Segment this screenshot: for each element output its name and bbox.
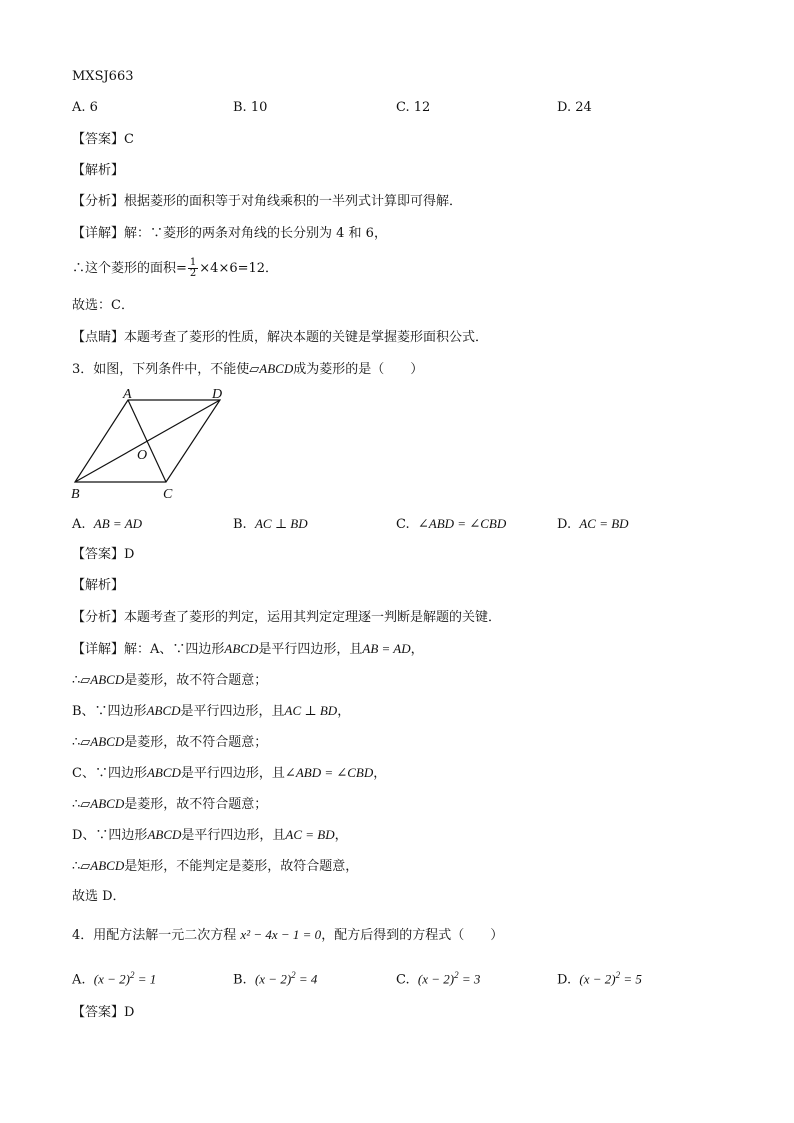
fenxi-tag: 【分析】 (72, 194, 125, 209)
fraction (188, 258, 198, 279)
detail-pre: D、∵四边形 (72, 828, 148, 843)
detail-mid: 是菱形，故不符合题意； (124, 735, 268, 750)
detail-mid: 是平行四边形，且 (180, 766, 285, 781)
q4-answer (72, 1004, 134, 1022)
q4-option-a (72, 966, 156, 989)
q4-stem-suffix: ，配方后得到的方程式（ ） (321, 928, 504, 943)
q3-stem-math: ▱ABCD (249, 361, 294, 376)
q3-detail-line (72, 764, 386, 783)
q3-choose: 故选 D． (72, 889, 126, 904)
answer-value: D (124, 1005, 135, 1020)
option-base: (x − 2) (254, 971, 292, 987)
detail-post: ， (337, 704, 351, 719)
q3-stem-suffix: 成为菱形的是（ ） (293, 362, 424, 377)
detail-math-2: AC ⊥ BD (284, 703, 338, 718)
detail-post: ， (410, 642, 424, 657)
q2-choose: 故选：C． (72, 298, 134, 313)
q2-option-b: B. 10 (233, 100, 268, 115)
detail-pre: ∴ (72, 797, 81, 812)
xiangjie-tag: 【详解】 (72, 226, 125, 241)
detail-mid: 是平行四边形，且 (180, 704, 285, 719)
detail-mid: 是平行四边形，且 (258, 642, 363, 657)
detail-mid: 是平行四边形，且 (181, 828, 286, 843)
option-exponent: 2 (615, 970, 621, 980)
detail-post: ， (373, 766, 387, 781)
option-letter: D. (557, 972, 572, 988)
option-base: (x − 2) (417, 971, 455, 987)
q3-stem (72, 360, 423, 379)
q3-stem-prefix: 3．如图，下列条件中，不能使 (72, 362, 250, 377)
q3-option-c (396, 515, 506, 534)
option-letter: B. (233, 517, 247, 532)
label-b: B (71, 487, 80, 502)
q2-analysis-tag: 【解析】 (72, 163, 125, 178)
detail-math: ABCD (147, 827, 182, 842)
q3-detail-line (72, 857, 358, 876)
detail-math: ▱ABCD (80, 796, 125, 811)
parallelogram-figure (70, 384, 230, 504)
option-rhs: = 4 (295, 971, 318, 987)
header-code: MXSJ663 (72, 69, 134, 84)
label-a: A (123, 387, 132, 402)
answer-tag: 【答案】 (72, 1005, 125, 1020)
q3-option-b (233, 515, 308, 534)
q3-detail-line (72, 733, 267, 752)
diagonal-bd (75, 400, 220, 482)
fenxi-text: 本题考查了菱形的判定，运用其判定定理逐一判断是解题的关键． (124, 610, 502, 625)
detail-math: ▱ABCD (80, 734, 125, 749)
detail-math: ABCD (224, 641, 259, 656)
q2-option-a: A. 6 (72, 100, 98, 115)
q2-answer (72, 131, 134, 149)
q2-option-c: C. 12 (396, 100, 431, 115)
detail-math: ▱ABCD (80, 858, 125, 873)
detail-math-2: AB = AD (362, 641, 411, 656)
option-exponent: 2 (454, 970, 459, 980)
answer-tag: 【答案】 (72, 132, 125, 147)
option-rhs: = 5 (620, 971, 642, 987)
q3-detail-line (72, 671, 267, 690)
detail-pre: ∴ (72, 673, 81, 688)
q4-option-c (396, 966, 480, 989)
fraction-numerator: 1 (189, 257, 197, 268)
dianjing-tag: 【点睛】 (72, 330, 125, 345)
q2-xiangjie (72, 225, 387, 243)
label-d: D (212, 387, 223, 402)
detail-pre: 解：A、∵四边形 (124, 642, 225, 657)
detail-math-2: AC = BD (285, 827, 335, 842)
q3-detail-line (72, 795, 267, 814)
q2-dianjing (72, 329, 488, 347)
option-base: (x − 2) (93, 971, 130, 987)
label-o: O (137, 448, 148, 463)
option-rhs: = 1 (134, 971, 157, 987)
q2-option-d: D. 24 (557, 100, 592, 115)
option-base: (x − 2) (579, 971, 616, 987)
option-letter: A. (72, 972, 86, 988)
q3-fenxi (72, 609, 501, 627)
option-rhs: = 3 (458, 971, 481, 987)
option-math: AB = AD (93, 516, 143, 531)
option-exponent: 2 (130, 970, 135, 980)
fenxi-text: 根据菱形的面积等于对角线乘积的一半列式计算即可得解． (124, 194, 463, 209)
q4-option-d (557, 966, 642, 989)
q3-detail-line (72, 826, 348, 845)
detail-mid: 是菱形，故不符合题意； (124, 673, 268, 688)
q4-stem (72, 926, 503, 945)
option-letter: A. (72, 517, 86, 532)
q3-detail-line (72, 702, 350, 721)
detail-math: ABCD (146, 765, 181, 780)
option-math: ∠ABD = ∠CBD (417, 516, 507, 531)
area-prefix: ∴这个菱形的面积= (72, 261, 187, 276)
dianjing-text: 本题考查了菱形的性质，解决本题的关键是掌握菱形面积公式． (124, 330, 489, 345)
area-suffix: ×4×6=12． (199, 261, 279, 276)
option-letter: C. (396, 972, 410, 988)
detail-math: ABCD (146, 703, 181, 718)
option-letter: B. (233, 972, 247, 988)
xiangjie-text: 解：∵菱形的两条对角线的长分别为 4 和 6， (124, 226, 387, 241)
q2-area-line (72, 258, 278, 280)
detail-mid: 是矩形，不能判定是菱形，故符合题意， (124, 859, 359, 874)
q3-option-d (557, 515, 629, 534)
q4-stem-prefix: 4．用配方法解一元二次方程 (72, 928, 237, 943)
detail-pre: C、∵四边形 (72, 766, 147, 781)
xiangjie-tag: 【详解】 (72, 642, 125, 657)
fraction-denominator: 2 (189, 268, 197, 279)
detail-math-2: ∠ABD = ∠CBD (284, 765, 374, 780)
option-letter: C. (396, 517, 410, 532)
q3-detail-line (72, 640, 424, 659)
q3-answer (72, 546, 134, 564)
option-math: AC ⊥ BD (254, 516, 308, 531)
option-math: AC = BD (579, 516, 629, 531)
q4-option-b (233, 966, 317, 989)
q2-fenxi (72, 193, 462, 211)
option-letter: D. (557, 517, 572, 532)
option-exponent: 2 (291, 970, 296, 980)
detail-math: ▱ABCD (80, 672, 125, 687)
detail-pre: ∴ (72, 859, 81, 874)
answer-value: C (124, 132, 134, 147)
answer-tag: 【答案】 (72, 547, 125, 562)
q4-stem-math: x² − 4x − 1 = 0 (240, 927, 322, 942)
answer-value: D (124, 547, 135, 562)
detail-post: ， (334, 828, 348, 843)
detail-pre: ∴ (72, 735, 81, 750)
q3-option-a (72, 515, 142, 534)
detail-pre: B、∵四边形 (72, 704, 147, 719)
detail-mid: 是菱形，故不符合题意； (124, 797, 268, 812)
fenxi-tag: 【分析】 (72, 610, 125, 625)
label-c: C (163, 487, 173, 502)
q3-analysis-tag: 【解析】 (72, 578, 125, 593)
